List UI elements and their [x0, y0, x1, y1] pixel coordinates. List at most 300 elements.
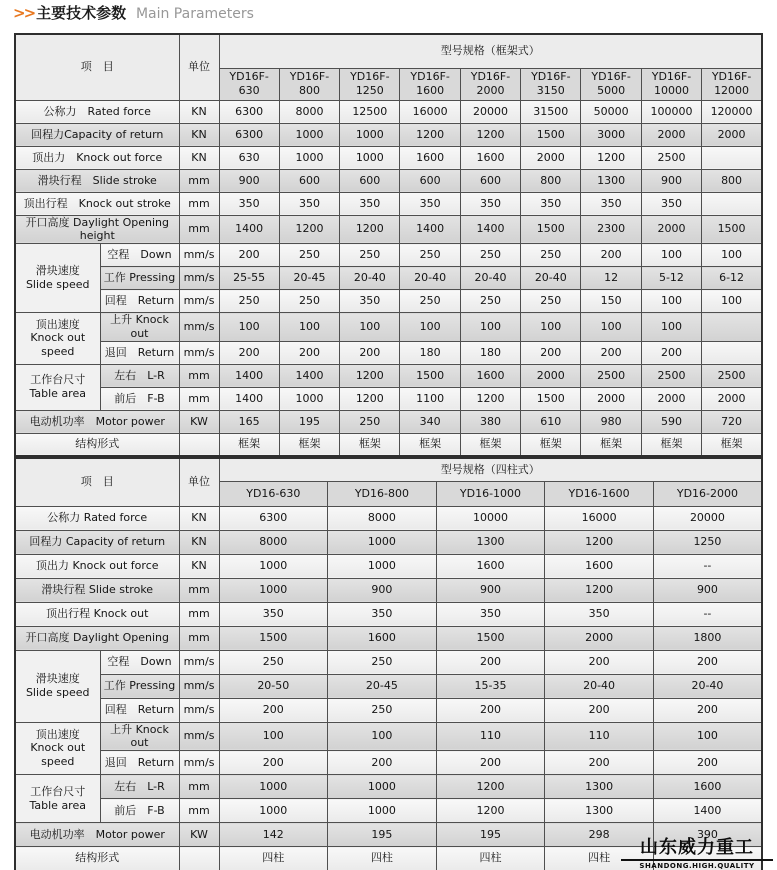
unit-cell: mm: [179, 215, 219, 244]
value-cell: 200: [641, 341, 701, 364]
table-row: [15, 169, 762, 192]
row-label-cell: 开口高度 Daylight Opening height: [15, 215, 179, 244]
unit-cell: mm: [179, 578, 219, 602]
group-label-line: 工作台尺寸: [30, 784, 86, 798]
value-cell: 1200: [340, 215, 400, 244]
model-column-header: YD16F-10000: [641, 68, 701, 100]
unit-cell: mm: [179, 169, 219, 192]
table-row: [15, 410, 762, 433]
sub-label-cell: 左右 L-R: [100, 775, 179, 799]
unit-cell: mm: [179, 626, 219, 650]
value-cell: 1400: [219, 387, 279, 410]
row-label-cell: 公称力 Rated force: [15, 506, 179, 530]
value-cell: 25-55: [219, 267, 279, 290]
value-cell: [702, 341, 762, 364]
table-row: [15, 267, 762, 290]
table-row: [15, 698, 762, 722]
table-row: [15, 192, 762, 215]
value-cell: 340: [400, 410, 460, 433]
value-cell: 1500: [436, 626, 545, 650]
value-cell: 200: [653, 751, 762, 775]
value-cell: 12500: [340, 100, 400, 123]
sub-label-cell: 工作 Pressing: [100, 674, 179, 698]
value-cell: 16000: [545, 506, 654, 530]
table-row: [15, 775, 762, 799]
table-row: [15, 650, 762, 674]
value-cell: 100: [702, 244, 762, 267]
row-label-cell: 回程力Capacity of return: [15, 123, 179, 146]
value-cell: 100000: [641, 100, 701, 123]
value-cell: 2000: [641, 215, 701, 244]
value-cell: 250: [521, 244, 581, 267]
table-row: [15, 244, 762, 267]
value-cell: 200: [653, 698, 762, 722]
value-cell: 180: [400, 341, 460, 364]
table-row: [15, 387, 762, 410]
sub-label-cell: 工作 Pressing: [100, 267, 179, 290]
value-cell: 200: [436, 650, 545, 674]
value-cell: 20-45: [279, 267, 339, 290]
value-cell: 350: [219, 192, 279, 215]
group-label-line: Knock out speed: [30, 741, 86, 769]
value-cell: 380: [460, 410, 520, 433]
unit-cell: mm/s: [179, 698, 219, 722]
value-cell: 250: [219, 650, 328, 674]
page-title-zh: 主要技术参数: [36, 4, 127, 22]
value-cell: 1200: [581, 146, 641, 169]
value-cell: 250: [340, 244, 400, 267]
table-row: [15, 123, 762, 146]
unit-cell: mm: [179, 192, 219, 215]
unit-cell: mm/s: [179, 244, 219, 267]
value-cell: 10000: [436, 506, 545, 530]
value-cell: 框架: [702, 433, 762, 456]
group-label-cell: [15, 364, 100, 410]
value-cell: 120000: [702, 100, 762, 123]
unit-cell: mm/s: [179, 722, 219, 751]
value-cell: 16000: [400, 100, 460, 123]
value-cell: 1200: [340, 364, 400, 387]
unit-cell: KN: [179, 506, 219, 530]
table-row: [15, 751, 762, 775]
value-cell: 框架: [219, 433, 279, 456]
unit-column-header: 单位: [179, 458, 219, 506]
table-row: [15, 290, 762, 313]
table-row: [15, 215, 762, 244]
value-cell: [702, 313, 762, 342]
value-cell: 20-40: [340, 267, 400, 290]
sub-label-cell: 上升 Knock out: [100, 722, 179, 751]
value-cell: 1400: [653, 799, 762, 823]
value-cell: 6300: [219, 100, 279, 123]
value-cell: 8000: [219, 530, 328, 554]
value-cell: 1200: [340, 387, 400, 410]
table-row: [15, 313, 762, 342]
value-cell: 1400: [400, 215, 460, 244]
value-cell: 250: [340, 410, 400, 433]
item-column-header: 项 目: [15, 34, 179, 100]
value-cell: 1250: [653, 530, 762, 554]
value-cell: 200: [581, 341, 641, 364]
value-cell: 100: [641, 313, 701, 342]
value-cell: 100: [581, 313, 641, 342]
table-row: [15, 799, 762, 823]
value-cell: --: [653, 554, 762, 578]
group-label-line: 滑块速度: [35, 264, 80, 278]
group-label-cell: [15, 650, 100, 722]
value-cell: 200: [219, 751, 328, 775]
value-cell: 110: [436, 722, 545, 751]
value-cell: 1600: [328, 626, 437, 650]
title-arrows-icon: >>: [13, 4, 35, 22]
row-label-cell: 滑块行程 Slide stroke: [15, 169, 179, 192]
value-cell: 100: [641, 290, 701, 313]
value-cell: 980: [581, 410, 641, 433]
value-cell: [702, 192, 762, 215]
value-cell: 20-40: [400, 267, 460, 290]
value-cell: 框架: [521, 433, 581, 456]
value-cell: 250: [400, 244, 460, 267]
group-label-line: Slide speed: [25, 278, 90, 291]
row-label-cell: 电动机功率 Motor power: [15, 823, 179, 847]
value-cell: 2300: [581, 215, 641, 244]
page-title-en: Main Parameters: [135, 6, 254, 22]
value-cell: 1200: [460, 123, 520, 146]
value-cell: 800: [702, 169, 762, 192]
sub-label-cell: 回程 Return: [100, 698, 179, 722]
group-label-line: 顶出速度: [35, 727, 80, 741]
value-cell: 1000: [219, 775, 328, 799]
value-cell: 8000: [328, 506, 437, 530]
row-label-cell: 开口高度 Daylight Opening: [15, 626, 179, 650]
group-label-line: 工作台尺寸: [30, 373, 86, 387]
value-cell: 20000: [653, 506, 762, 530]
value-cell: 600: [460, 169, 520, 192]
value-cell: 1300: [581, 169, 641, 192]
spec-group-header: 型号规格（四柱式）: [219, 458, 762, 481]
table-row: [15, 530, 762, 554]
value-cell: 110: [545, 722, 654, 751]
table-row: [15, 602, 762, 626]
value-cell: 20-40: [460, 267, 520, 290]
value-cell: 1400: [279, 364, 339, 387]
value-cell: 200: [279, 341, 339, 364]
value-cell: 200: [521, 341, 581, 364]
unit-cell: mm: [179, 387, 219, 410]
row-label-cell: 顶出行程 Knock out stroke: [15, 192, 179, 215]
group-label-line: Table area: [29, 798, 86, 812]
value-cell: 900: [641, 169, 701, 192]
value-cell: 350: [219, 602, 328, 626]
value-cell: 100: [219, 313, 279, 342]
value-cell: 1000: [340, 146, 400, 169]
value-cell: 350: [340, 192, 400, 215]
value-cell: 250: [460, 290, 520, 313]
value-cell: 250: [521, 290, 581, 313]
unit-cell: mm/s: [179, 751, 219, 775]
value-cell: 8000: [279, 100, 339, 123]
value-cell: 6300: [219, 506, 328, 530]
value-cell: 20-40: [545, 674, 654, 698]
value-cell: 100: [279, 313, 339, 342]
value-cell: 1200: [279, 215, 339, 244]
value-cell: 200: [653, 650, 762, 674]
model-column-header: YD16-1000: [436, 481, 545, 506]
unit-cell: mm/s: [179, 650, 219, 674]
value-cell: 3000: [581, 123, 641, 146]
model-column-header: YD16-1600: [545, 481, 654, 506]
row-label-cell: 结构形式: [15, 433, 179, 456]
sub-label-cell: 前后 F-B: [100, 387, 179, 410]
group-label-cell: [15, 775, 100, 823]
model-column-header: YD16-800: [328, 481, 437, 506]
model-column-header: YD16F-3150: [521, 68, 581, 100]
model-column-header: YD16-630: [219, 481, 328, 506]
value-cell: 1200: [436, 775, 545, 799]
value-cell: 1000: [328, 799, 437, 823]
unit-cell: KN: [179, 100, 219, 123]
value-cell: 框架: [460, 433, 520, 456]
value-cell: 100: [521, 313, 581, 342]
value-cell: 1300: [436, 530, 545, 554]
unit-cell: mm: [179, 364, 219, 387]
value-cell: 200: [436, 751, 545, 775]
model-column-header: YD16F-800: [279, 68, 339, 100]
table-row: [15, 341, 762, 364]
value-cell: 900: [219, 169, 279, 192]
sub-label-cell: 退回 Return: [100, 341, 179, 364]
value-cell: 600: [340, 169, 400, 192]
value-cell: 1600: [460, 146, 520, 169]
value-cell: 350: [279, 192, 339, 215]
row-label-cell: 顶出力 Knock out force: [15, 554, 179, 578]
value-cell: 390: [653, 823, 762, 847]
value-cell: 1500: [219, 626, 328, 650]
value-cell: 1500: [400, 364, 460, 387]
value-cell: 1600: [653, 775, 762, 799]
value-cell: 610: [521, 410, 581, 433]
value-cell: 四柱: [219, 847, 328, 870]
sub-label-cell: 前后 F-B: [100, 799, 179, 823]
row-label-cell: 滑块行程 Slide stroke: [15, 578, 179, 602]
value-cell: 1200: [460, 387, 520, 410]
value-cell: 1600: [460, 364, 520, 387]
value-cell: 框架: [340, 433, 400, 456]
value-cell: 1300: [545, 775, 654, 799]
value-cell: 2000: [702, 387, 762, 410]
group-label-cell: [15, 313, 100, 365]
value-cell: 1500: [521, 215, 581, 244]
value-cell: 350: [340, 290, 400, 313]
group-label-line: Slide speed: [25, 686, 90, 699]
model-column-header: YD16F-1250: [340, 68, 400, 100]
value-cell: 1000: [279, 146, 339, 169]
value-cell: 1500: [702, 215, 762, 244]
value-cell: 1400: [219, 215, 279, 244]
value-cell: 200: [545, 698, 654, 722]
value-cell: 590: [641, 410, 701, 433]
value-cell: 1400: [460, 215, 520, 244]
value-cell: 298: [545, 823, 654, 847]
group-label-cell: [15, 244, 100, 313]
unit-cell: mm/s: [179, 313, 219, 342]
value-cell: 1800: [653, 626, 762, 650]
value-cell: 12: [581, 267, 641, 290]
row-label-cell: 顶出力 Knock out force: [15, 146, 179, 169]
model-column-header: YD16-2000: [653, 481, 762, 506]
value-cell: 900: [436, 578, 545, 602]
value-cell: 100: [219, 722, 328, 751]
unit-cell: [179, 433, 219, 456]
spec-group-header: 型号规格（框架式）: [219, 34, 762, 68]
value-cell: 2500: [641, 146, 701, 169]
value-cell: 1600: [436, 554, 545, 578]
value-cell: 200: [581, 244, 641, 267]
model-column-header: YD16F-5000: [581, 68, 641, 100]
value-cell: 142: [219, 823, 328, 847]
value-cell: 1000: [279, 387, 339, 410]
value-cell: 250: [279, 290, 339, 313]
value-cell: --: [653, 602, 762, 626]
value-cell: 150: [581, 290, 641, 313]
group-label-line: 滑块速度: [35, 672, 80, 686]
row-label-cell: 公称力 Rated force: [15, 100, 179, 123]
unit-cell: mm: [179, 775, 219, 799]
value-cell: 框架: [279, 433, 339, 456]
value-cell: 100: [641, 244, 701, 267]
table-row: [15, 433, 762, 456]
model-column-header: YD16F-12000: [702, 68, 762, 100]
unit-cell: mm: [179, 799, 219, 823]
value-cell: 600: [279, 169, 339, 192]
row-label-cell: 结构形式: [15, 847, 179, 870]
value-cell: 165: [219, 410, 279, 433]
value-cell: 350: [641, 192, 701, 215]
value-cell: 100: [702, 290, 762, 313]
value-cell: 1400: [219, 364, 279, 387]
table-row: [15, 100, 762, 123]
model-column-header: YD16F-1600: [400, 68, 460, 100]
value-cell: 2000: [641, 387, 701, 410]
value-cell: 50000: [581, 100, 641, 123]
value-cell: 2500: [641, 364, 701, 387]
four-column-type-params-table: [14, 457, 763, 870]
value-cell: 四柱: [436, 847, 545, 870]
unit-cell: KW: [179, 823, 219, 847]
item-column-header: 项 目: [15, 458, 179, 506]
sub-label-cell: 退回 Return: [100, 751, 179, 775]
value-cell: 框架: [581, 433, 641, 456]
value-cell: 四柱: [328, 847, 437, 870]
value-cell: 1000: [328, 775, 437, 799]
value-cell: 1000: [279, 123, 339, 146]
value-cell: 100: [340, 313, 400, 342]
value-cell: 200: [340, 341, 400, 364]
table-row: [15, 506, 762, 530]
table-row: [15, 364, 762, 387]
value-cell: 1200: [400, 123, 460, 146]
row-label-cell: 电动机功率 Motor power: [15, 410, 179, 433]
model-column-header: YD16F-2000: [460, 68, 520, 100]
value-cell: 1200: [545, 578, 654, 602]
model-column-header: YD16F-630: [219, 68, 279, 100]
unit-cell: KN: [179, 554, 219, 578]
value-cell: [702, 146, 762, 169]
value-cell: 2000: [521, 146, 581, 169]
unit-cell: mm/s: [179, 290, 219, 313]
value-cell: 250: [400, 290, 460, 313]
value-cell: 100: [460, 313, 520, 342]
value-cell: 2500: [581, 364, 641, 387]
value-cell: 框架: [400, 433, 460, 456]
table-row: [15, 722, 762, 751]
value-cell: 20-40: [521, 267, 581, 290]
unit-cell: [179, 847, 219, 870]
value-cell: 1000: [328, 554, 437, 578]
value-cell: 250: [460, 244, 520, 267]
value-cell: 1100: [400, 387, 460, 410]
value-cell: 200: [545, 650, 654, 674]
value-cell: 195: [328, 823, 437, 847]
value-cell: 20-50: [219, 674, 328, 698]
value-cell: 1500: [521, 387, 581, 410]
brand-name-en: SHANDONG.HIGH.QUALITY: [639, 862, 755, 870]
value-cell: 31500: [521, 100, 581, 123]
value-cell: 6300: [219, 123, 279, 146]
value-cell: 350: [521, 192, 581, 215]
value-cell: 1600: [545, 554, 654, 578]
brand-name-zh: 山东威力重工: [621, 833, 773, 861]
value-cell: 20000: [460, 100, 520, 123]
value-cell: 350: [400, 192, 460, 215]
unit-cell: mm/s: [179, 674, 219, 698]
value-cell: 2000: [641, 123, 701, 146]
row-label-cell: 顶出行程 Knock out: [15, 602, 179, 626]
table-row: [15, 554, 762, 578]
value-cell: 100: [328, 722, 437, 751]
unit-cell: mm/s: [179, 341, 219, 364]
group-label-line: 顶出速度: [35, 317, 80, 331]
table-row: [15, 674, 762, 698]
value-cell: 350: [460, 192, 520, 215]
page-title: [13, 3, 254, 24]
value-cell: 200: [219, 341, 279, 364]
value-cell: 1000: [340, 123, 400, 146]
value-cell: 250: [328, 650, 437, 674]
sub-label-cell: 上升 Knock out: [100, 313, 179, 342]
frame-type-params-table: [14, 33, 763, 457]
sub-label-cell: 回程 Return: [100, 290, 179, 313]
value-cell: 600: [400, 169, 460, 192]
value-cell: 200: [219, 244, 279, 267]
value-cell: 200: [328, 751, 437, 775]
value-cell: 1000: [328, 530, 437, 554]
value-cell: 350: [581, 192, 641, 215]
value-cell: 1300: [545, 799, 654, 823]
unit-column-header: 单位: [179, 34, 219, 100]
unit-cell: KN: [179, 530, 219, 554]
group-label-cell: [15, 722, 100, 775]
value-cell: 1200: [545, 530, 654, 554]
value-cell: 20-45: [328, 674, 437, 698]
value-cell: 20-40: [653, 674, 762, 698]
unit-cell: mm: [179, 602, 219, 626]
group-label-line: Table area: [29, 387, 86, 400]
table-row: [15, 578, 762, 602]
value-cell: 2500: [702, 364, 762, 387]
sub-label-cell: 空程 Down: [100, 244, 179, 267]
value-cell: 1200: [436, 799, 545, 823]
